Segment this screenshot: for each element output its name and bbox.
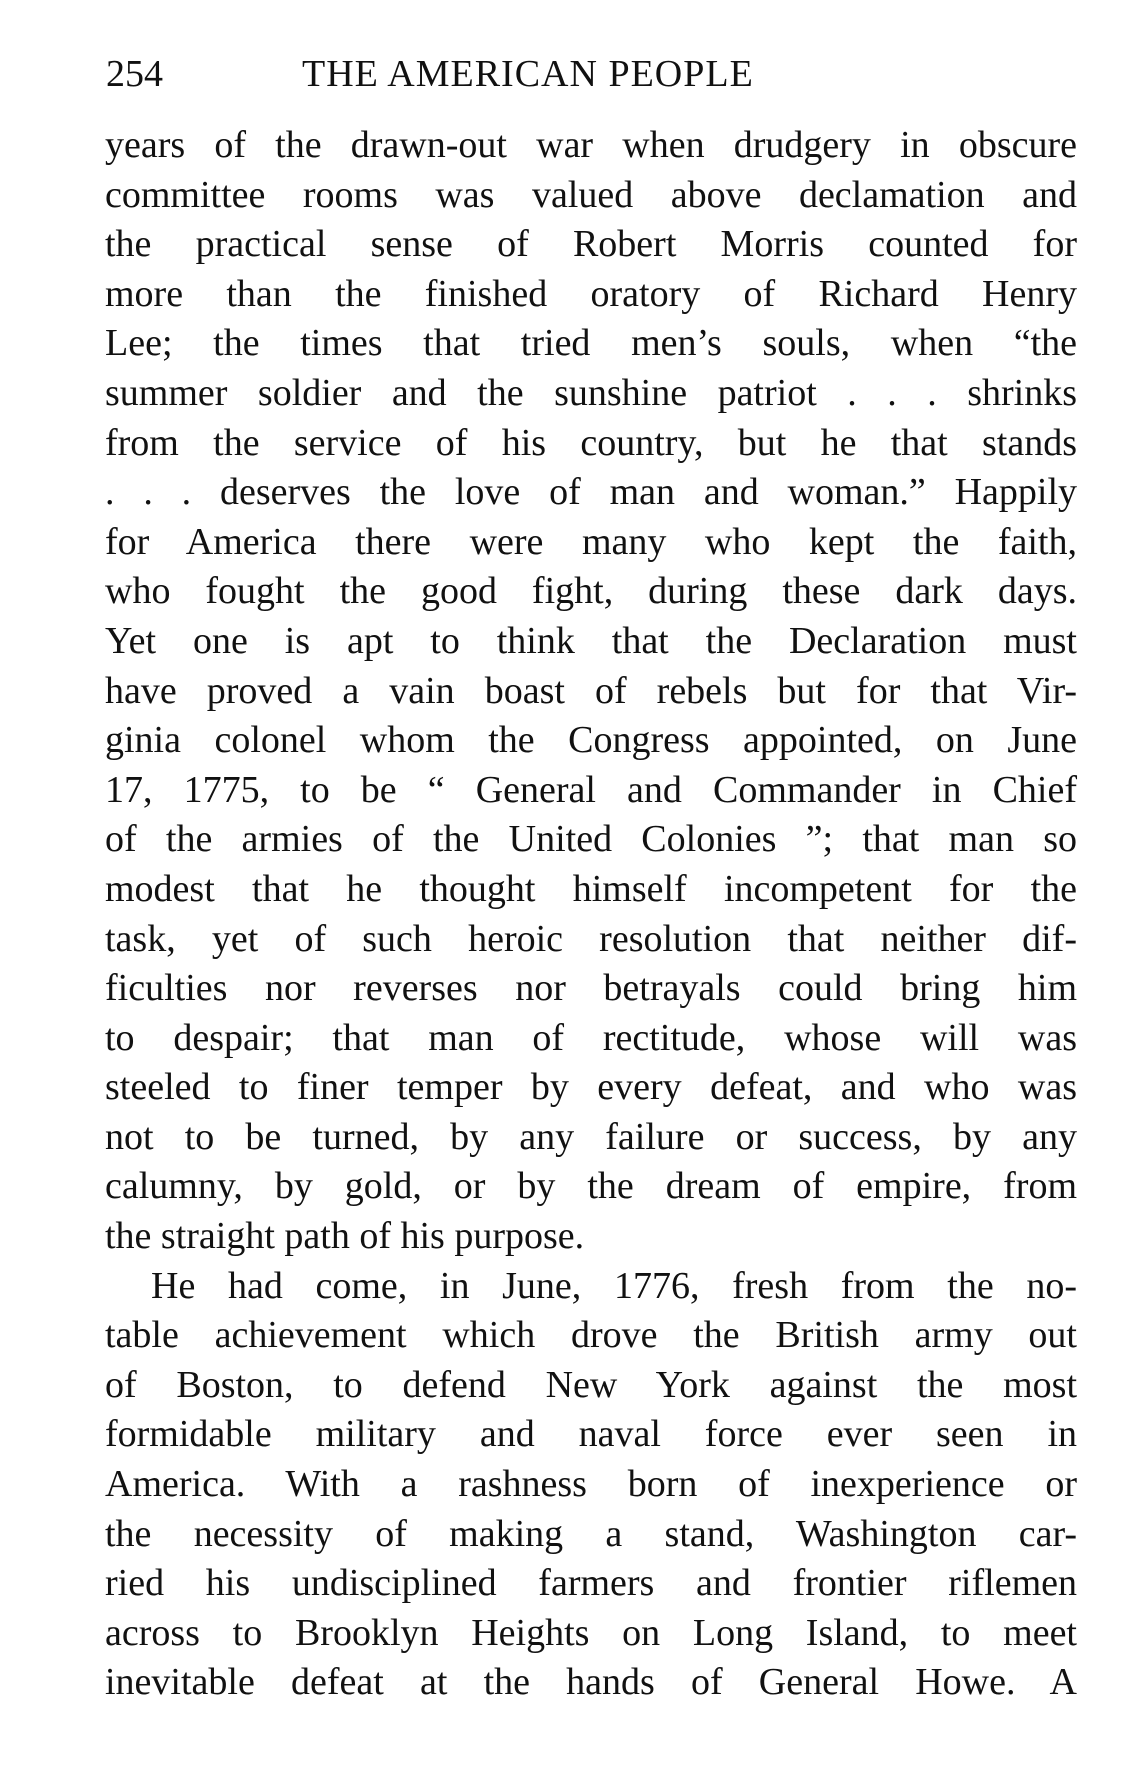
text-line: the straight path of his purpose. xyxy=(105,1215,585,1258)
page-number: 254 xyxy=(106,53,163,95)
text-line: task, yet of such heroic resolution that neither dif- xyxy=(105,917,1077,960)
text-line: 17, 1775, to be “ General and Commander in Chief xyxy=(105,768,1077,811)
paragraph xyxy=(105,1262,1077,1708)
running-head: THE AMERICAN PEOPLE xyxy=(302,53,754,95)
text-line: for America there were many who kept the faith, xyxy=(105,520,1077,563)
text-line: modest that he thought himself incompetent for the xyxy=(105,867,1077,910)
text-line: inevitable defeat at the hands of General Howe. A xyxy=(105,1661,1077,1704)
text-line: of Boston, to defend New York against the most xyxy=(105,1363,1077,1406)
text-line: ginia colonel whom the Congress appointed, on June xyxy=(105,719,1077,762)
text-line: Lee; the times that tried men’s souls, when “the xyxy=(105,322,1077,365)
text-line: ried his undisciplined farmers and frontier riflemen xyxy=(105,1562,1077,1605)
text-line: formidable military and naval force ever seen in xyxy=(105,1413,1077,1456)
text-line: from the service of his country, but he that stands xyxy=(105,421,1077,464)
text-line: He had come, in June, 1776, fresh from the no- xyxy=(151,1264,1077,1307)
body-text xyxy=(105,121,1077,1708)
text-line: committee rooms was valued above declamation and xyxy=(105,173,1077,216)
text-line: not to be turned, by any failure or success, by any xyxy=(105,1115,1077,1158)
text-line: more than the finished oratory of Richard Henry xyxy=(105,272,1077,315)
text-line: Yet one is apt to think that the Declaration must xyxy=(105,619,1077,662)
text-line: calumny, by gold, or by the dream of empire, from xyxy=(105,1165,1077,1208)
text-line: to despair; that man of rectitude, whose will was xyxy=(105,1016,1077,1059)
text-line: years of the drawn-out war when drudgery in obscure xyxy=(105,124,1077,166)
text-line: America. With a rashness born of inexperience or xyxy=(105,1463,1077,1506)
text-line: the necessity of making a stand, Washington car- xyxy=(105,1512,1077,1555)
text-line: across to Brooklyn Heights on Long Island, to meet xyxy=(105,1611,1077,1654)
text-line: the practical sense of Robert Morris counted for xyxy=(105,223,1077,266)
text-line: who fought the good fight, during these dark days. xyxy=(105,570,1077,613)
text-line: have proved a vain boast of rebels but for that Vir- xyxy=(105,669,1077,712)
page-header xyxy=(106,44,1066,104)
text-line: steeled to finer temper by every defeat, and who was xyxy=(105,1066,1077,1109)
paragraph xyxy=(105,121,1077,1262)
text-line: ficulties nor reverses nor betrayals could bring him xyxy=(105,967,1077,1010)
text-line: table achievement which drove the British army out xyxy=(105,1314,1077,1357)
text-line: . . . deserves the love of man and woman.” Happily xyxy=(105,471,1077,514)
text-line: summer soldier and the sunshine patriot . . . shrinks xyxy=(105,371,1077,414)
text-line: of the armies of the United Colonies ”; that man so xyxy=(105,818,1077,861)
